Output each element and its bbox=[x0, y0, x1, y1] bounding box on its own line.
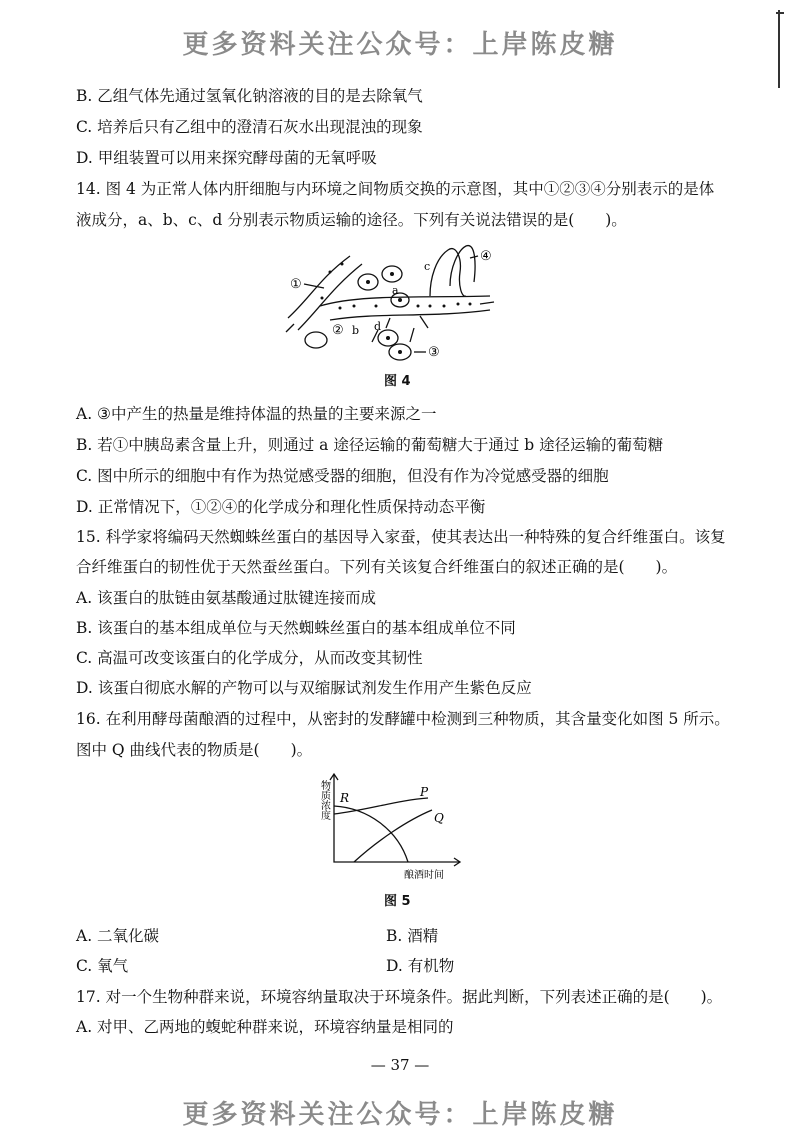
q14-stem-line1: 14. 图 4 为正常人体内肝细胞与内环境之间物质交换的示意图，其中①②③④分别表示的是体 bbox=[76, 180, 715, 198]
fig4-label-3: ③ bbox=[428, 345, 440, 360]
fig4-label-2: ② bbox=[332, 323, 344, 338]
page-edge-mark bbox=[778, 10, 780, 88]
q13-option-b: B. 乙组气体先通过氢氧化钠溶液的目的是去除氧气 bbox=[76, 87, 423, 105]
q16-option-b: B. 酒精 bbox=[386, 927, 439, 945]
figure-4-diagram bbox=[280, 238, 520, 368]
q15-option-b: B. 该蛋白的基本组成单位与天然蜘蛛丝蛋白的基本组成单位不同 bbox=[76, 619, 516, 637]
figure-5-graph bbox=[308, 770, 468, 882]
q15-stem-line2: 合纤维蛋白的韧性优于天然蚕丝蛋白。下列有关该复合纤维蛋白的叙述正确的是( )。 bbox=[76, 558, 678, 576]
fig5-curve-p-label: P bbox=[420, 785, 429, 799]
q15-stem-line1: 15. 科学家将编码天然蜘蛛丝蛋白的基因导入家蚕，使其表达出一种特殊的复合纤维蛋白。该复 bbox=[76, 528, 726, 546]
q14-option-b: B. 若①中胰岛素含量上升，则通过 a 途径运输的葡萄糖大于通过 b 途径运输的葡萄糖 bbox=[76, 436, 664, 454]
fig4-label-4: ④ bbox=[480, 249, 492, 264]
q17-option-a: A. 对甲、乙两地的蝮蛇种群来说，环境容纳量是相同的 bbox=[76, 1018, 454, 1036]
q15-option-a: A. 该蛋白的肽链由氨基酸通过肽键连接而成 bbox=[76, 589, 377, 607]
q16-option-c: C. 氧气 bbox=[76, 957, 129, 975]
page-number: — 37 — bbox=[370, 1056, 430, 1074]
q14-option-a: A. ③中产生的热量是维持体温的热量的主要来源之一 bbox=[76, 405, 437, 423]
figure-5-caption: 图 5 bbox=[384, 894, 411, 909]
q14-option-d: D. 正常情况下，①②④的化学成分和理化性质保持动态平衡 bbox=[76, 498, 486, 516]
fig4-label-b: b bbox=[352, 324, 360, 337]
q13-option-d: D. 甲组装置可以用来探究酵母菌的无氧呼吸 bbox=[76, 149, 377, 167]
watermark-top: 更多资料关注公众号：上岸陈皮糖 bbox=[182, 30, 618, 60]
watermark-bottom: 更多资料关注公众号：上岸陈皮糖 bbox=[182, 1100, 618, 1130]
fig5-curve-r-label: R bbox=[340, 791, 350, 805]
q15-option-c: C. 高温可改变该蛋白的化学成分，从而改变其韧性 bbox=[76, 649, 423, 667]
fig5-xlabel: 酿酒时间 bbox=[404, 870, 444, 881]
q14-stem-line2: 液成分，a、b、c、d 分别表示物质运输的途径。下列有关说法错误的是( )。 bbox=[76, 211, 627, 229]
fig4-label-c: c bbox=[424, 260, 431, 273]
q16-stem-line2: 图中 Q 曲线代表的物质是( )。 bbox=[76, 741, 313, 759]
q17-stem: 17. 对一个生物种群来说，环境容纳量取决于环境条件。据此判断，下列表述正确的是( )。 bbox=[76, 988, 723, 1006]
q16-option-d: D. 有机物 bbox=[386, 957, 455, 975]
fig4-label-d: d bbox=[374, 320, 382, 333]
fig4-label-1: ① bbox=[290, 277, 302, 292]
fig5-curve-q-label: Q bbox=[434, 811, 444, 825]
q16-stem-line1: 16. 在利用酵母菌酿酒的过程中，从密封的发酵罐中检测到三种物质，其含量变化如图 5 所示。 bbox=[76, 710, 730, 728]
q15-option-d: D. 该蛋白彻底水解的产物可以与双缩脲试剂发生作用产生紫色反应 bbox=[76, 679, 532, 697]
fig4-label-a: a bbox=[392, 284, 399, 297]
page-edge-tick bbox=[776, 12, 784, 14]
q16-option-a: A. 二氧化碳 bbox=[76, 927, 160, 945]
fig5-ylabel: 物质浓度 bbox=[318, 780, 330, 820]
q13-option-c: C. 培养后只有乙组中的澄清石灰水出现混浊的现象 bbox=[76, 118, 423, 136]
figure-4-caption: 图 4 bbox=[384, 374, 411, 389]
q14-option-c: C. 图中所示的细胞中有作为热觉感受器的细胞，但没有作为冷觉感受器的细胞 bbox=[76, 467, 609, 485]
